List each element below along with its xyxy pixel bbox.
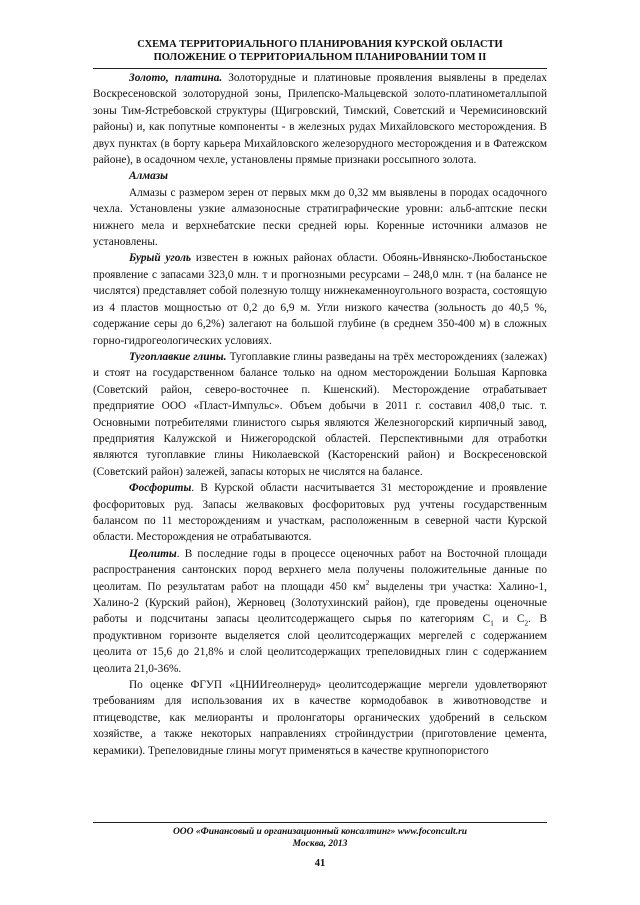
header-divider xyxy=(93,68,547,69)
term-zeolite: Цеолиты xyxy=(129,547,177,560)
term-coal: Бурый уголь xyxy=(129,252,192,265)
paragraph-zeolite: Цеолиты. В последние годы в процессе оценочных работ на Восточной площади распространения сантонских пород верхнего мела получены положительные данные по цеолитам. По результатам работ на площади 450 $км^2$ выделены три участка: Халино-1, Халино-2 (Курский район), Жерновец (Золотухинский район), где проведены оценочные работы и подсчитаны запасы цеолитсодержащего сырья по категориям $С_1$ и $С_2$. В продуктивном горизонте выделяется слой цеолитсодержащих мергелей с содержанием цеолита от 15,6 до 21,8% и слой цеолитсодержащих трепеловидных глин с содержанием цеолита 21,0-36%. xyxy=(93,547,548,675)
page-footer xyxy=(0,826,640,850)
text-phosphorite: . В Курской области насчитывается 31 месторождение и проявление фосфоритовых руд. Запасы желваковых фосфоритовых руд учтены государственным балансом по 11 месторождениям и участкам, расположенным в северной части Курской области. Месторождения не отрабатываются. xyxy=(93,482,547,544)
footer-company: ООО «Финансовый и организационный консалтинг» www.foconcult.ru xyxy=(172,827,468,837)
paragraph-coal xyxy=(93,250,547,348)
page-number: 41 xyxy=(314,858,326,869)
paragraph-gold xyxy=(93,70,547,168)
page-header xyxy=(0,38,640,64)
term-phosphorite: Фосфориты xyxy=(129,482,192,495)
paragraph-assessment: По оценке ФГУП «ЦНИИгеолнеруд» цеолитсодержащие мергели удовлетворяют требованиям для использования их в качестве кормодобавок в животноводстве и птицеводстве, как мелиоранты и пролонгаторы органических удобрений в сельском хозяйстве, а также некоторых направлениях стройиндустрии (приготовление цемента, керамики). Трепеловидные глины могут применяться в качестве крупнопористого xyxy=(93,679,547,757)
text-coal: известен в южных районах области. Обоянь-Ивнянско-Любостаньское проявление с запасами 323,0 млн. т и прогнозными ресурсами – 248,0 млн. т (на балансе не числятся) представляет собой полезную толщу нижнекаменноугольного возраста, состоящую из 4 пластов мощностью от 0,2 до 6,9 м. Угли низкого качества (зольность до 40,5 %, содержание серы до 6,2%) залегают на большой глубине (в среднем 350-400 м) в сложных горно-гидрогеологических условиях. xyxy=(93,252,547,347)
footer-divider xyxy=(93,822,547,823)
text-gold: Золоторудные и платиновые проявления выявлены в пределах Воскресеновской золоторудной зоны, Прилепско-Мальцевской золото-платинометаллыпой зоны Тим-Ястребовской структуры (Щигровский, Тимский, Советский и Черемисиновский районы) и, как попутные компоненты - в железных рудах Михайловского месторождения. В двух пунктах (в борту карьера Михайловского железорудного месторождения и в Фатежском районе), в осадочном чехле, установлены прямые признаки россыпного золота. xyxy=(93,72,547,167)
term-gold: Золото, платина. xyxy=(129,72,223,84)
footer-city-year: Москва, 2013 xyxy=(292,839,348,849)
paragraph-phosphorite xyxy=(93,480,547,546)
text-clay: Тугоплавкие глины разведаны на трёх месторождениях (залежах) и стоят на государственном балансе только на одном месторождении Большая Карповка (Советский район, северо-восточнее п. Кшенский). Месторождение отрабатывает предприятие ООО «Пласт-Импульс». Объем добычи в 2011 г. составил 408,0 тыс. т. Основными потребителями глинистого сырья являются Железногорский кирпичный завод, предприятия Калужской и Нижегородской областей. Перспективными для отработки являются тугоплавкие глины Николаевской (Касторенский район) и Воскресеновской (Советский район) залежей, запасы которых не числятся на балансе. xyxy=(93,350,548,478)
paragraph-diamonds: Алмазы с размером зерен от первых мкм до 0,32 мм выявлены в породах осадочного чехла. Установлены узкие алмазоносные стратиграфические уровни: альб-аптские пески нижнего мела и верхнебатские пески средней юры. Коренные источники алмазов не установлены. xyxy=(93,186,547,249)
paragraph-clay xyxy=(93,349,547,480)
document-body xyxy=(93,70,547,759)
heading-diamonds: Алмазы xyxy=(129,170,168,183)
header-title: СХЕМА ТЕРРИТОРИАЛЬНОГО ПЛАНИРОВАНИЯ КУРСКОЙ ОБЛАСТИ xyxy=(137,39,503,50)
term-clay: Тугоплавкие глины. xyxy=(129,350,227,363)
header-subtitle: ПОЛОЖЕНИЕ О ТЕРРИТОРИАЛЬНОМ ПЛАНИРОВАНИИ ТОМ II xyxy=(153,52,487,63)
